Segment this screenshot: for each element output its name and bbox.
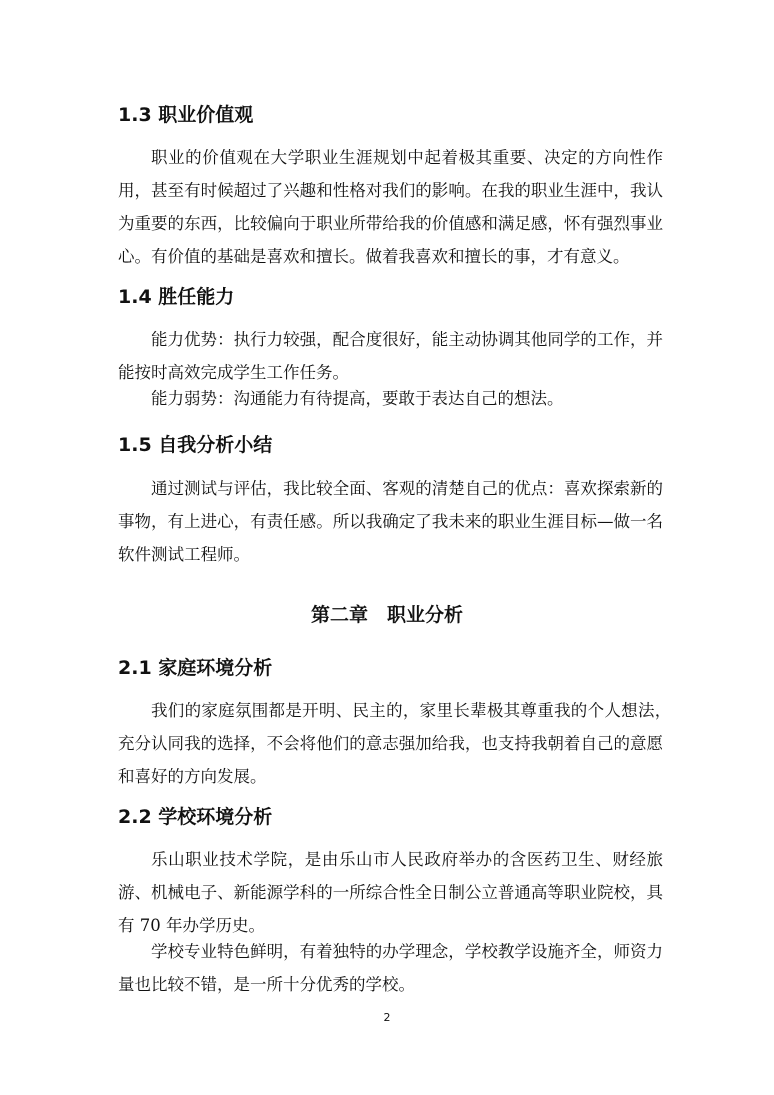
heading-1-3: 1.3 职业价值观	[118, 104, 254, 126]
heading-2-1: 2.1 家庭环境分析	[118, 657, 273, 679]
paragraph-summary: 通过测试与评估，我比较全面、客观的清楚自己的优点：喜欢探索新的事物，有上进心，有责任感。所以我确定了我未来的职业生涯目标—做一名软件测试工程师。	[118, 479, 663, 564]
heading-1-4: 1.4 胜任能力	[118, 286, 235, 308]
paragraph-weaknesses: 能力弱势：沟通能力有待提高，要敢于表达自己的想法。	[151, 389, 564, 408]
chapter-title: 第二章 职业分析	[310, 604, 463, 626]
paragraph-family: 我们的家庭氛围都是开明、民主的，家里长辈极其尊重我的个人想法， 充分认同我的选择，不会将他们的意志强加给我，也支持我朝着自己的意愿和喜好的方向发展。	[118, 701, 680, 786]
heading-2-2: 2.2 学校环境分析	[118, 806, 273, 828]
paragraph-school-intro: 乐山职业技术学院，是由乐山市人民政府举办的含医药卫生、财经旅游、机械电子、新能源学科的一所综合性全日制公立普通高等职业院校，具有 70 年办学历史。	[118, 850, 663, 935]
page-number: 2	[383, 1011, 391, 1024]
paragraph-strengths: 能力优势：执行力较强，配合度很好，能主动协调其他同学的工作，并能按时高效完成学生工作任务。	[118, 330, 663, 382]
paragraph-values: 职业的价值观在大学职业生涯规划中起着极其重要、决定的方向性作用，甚至有时候超过了兴趣和性格对我们的影响。在我的职业生涯中，我认为重要的东西，比较偏向于职业所带给我的价值感和满足感，怀有强烈事业心。有价值的基础是喜欢和擅长。做着我喜欢和擅长的事，才有意义。	[118, 148, 663, 266]
paragraph-school-features: 学校专业特色鲜明，有着独特的办学理念，学校教学设施齐全，师资力量也比较不错，是一所十分优秀的学校。	[118, 942, 663, 994]
heading-1-5: 1.5 自我分析小结	[118, 434, 273, 456]
